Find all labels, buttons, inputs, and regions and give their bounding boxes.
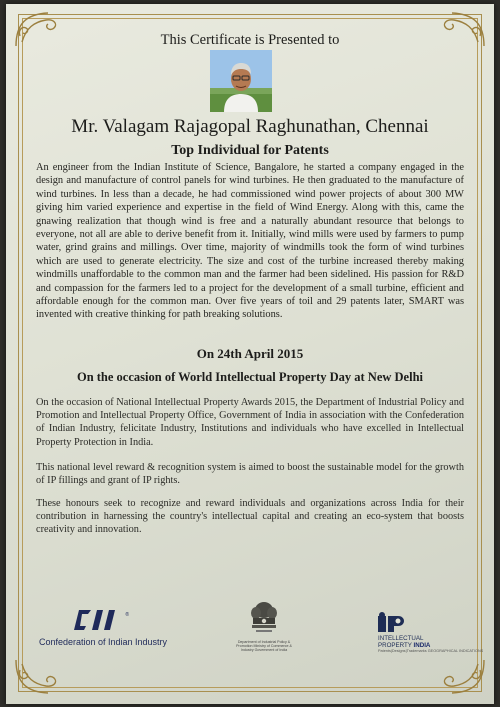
svg-text:®: ® (125, 612, 129, 618)
ip-line-1: INTELLECTUAL (378, 635, 424, 642)
cii-name: Confederation of Indian Industry (38, 637, 168, 647)
ip-india-logo (378, 612, 484, 668)
recipient-bio: An engineer from the Indian Institute of Science, Bangalore, he started a company engaged in the design and manufacture of control panels for wind turbines. He then graduated to the manufacture of wind turbines. In less than a decade, he had commissioned wind power projects of about 300 MW giving him varied experience and expertise in the field of Wind Energy. Along with this, came the gnawing realization that though wind is free and a naturally abundant resource that belongs to everyone, not all are able to derive benefit from it. Initially, wind mills were used by farmers to pump water, grind grains and millings. Over time, majority of windmills took the form of wind turbines which are used to generate electricity. The size and cost of the turbine increased thereby making windmills unaffordable to the common man and the farmer had been sidelined. His passion for R&D and compassion for the farmers led to a project for the development of a small turbine, efficient and affordable enough for the common man. Over five years of toil and 29 patents later, SMART was invented with creative thinking for path breaking solutions. (36, 162, 464, 321)
award-date: On 24th April 2015 (196, 346, 304, 361)
ip-line-2 (378, 642, 468, 649)
occasion-heading: On the occasion of World Intellectual Property Day at New Delhi (76, 370, 424, 384)
national-emblem-icon (244, 598, 284, 638)
body-paragraph: This national level reward & recognition system is aimed to boost the sustainable model for the growth of IP fillings and grant of IP rights. (36, 462, 464, 487)
recipient-name: Mr. Valagam Rajagopal Raghunathan, Chennai (71, 116, 429, 137)
body-paragraph: On the occasion of National Intellectual Property Awards 2015, the Department of Industrial Policy and Promotion and Intellectual Property Office, Government of India in association with the Confederation of Indian Industry, felicitate Industry, Institutions and individuals who have excelled in Intellectual Property Protection in India. (36, 397, 464, 448)
ip-india-logo-icon (378, 612, 408, 634)
corner-flourish-icon (12, 656, 64, 698)
cii-logo (28, 608, 178, 658)
ip-line-3: Patents|Designs|Trademarks GEOGRAPHICAL INDICATIONS (378, 649, 484, 653)
cii-logo-icon (73, 608, 129, 632)
body-paragraph: These honours seek to recognize and reward individuals and organizations across India for their contribution in harnessing the country's intellectual capital and creating an eco-system that boosts creativity and innovation. (36, 498, 464, 536)
emblem-caption: Department of Industrial Policy & Promotion Ministry of Commerce & Industry Government of India (236, 640, 292, 653)
ip-line-2-b: INDIA (413, 642, 431, 649)
recipient-photo (210, 50, 272, 112)
ip-line-2-a: PROPERTY (378, 642, 414, 649)
award-title: Top Individual for Patents (171, 143, 329, 158)
presented-line: This Certificate is Presented to (160, 32, 340, 48)
national-emblem (234, 598, 294, 662)
